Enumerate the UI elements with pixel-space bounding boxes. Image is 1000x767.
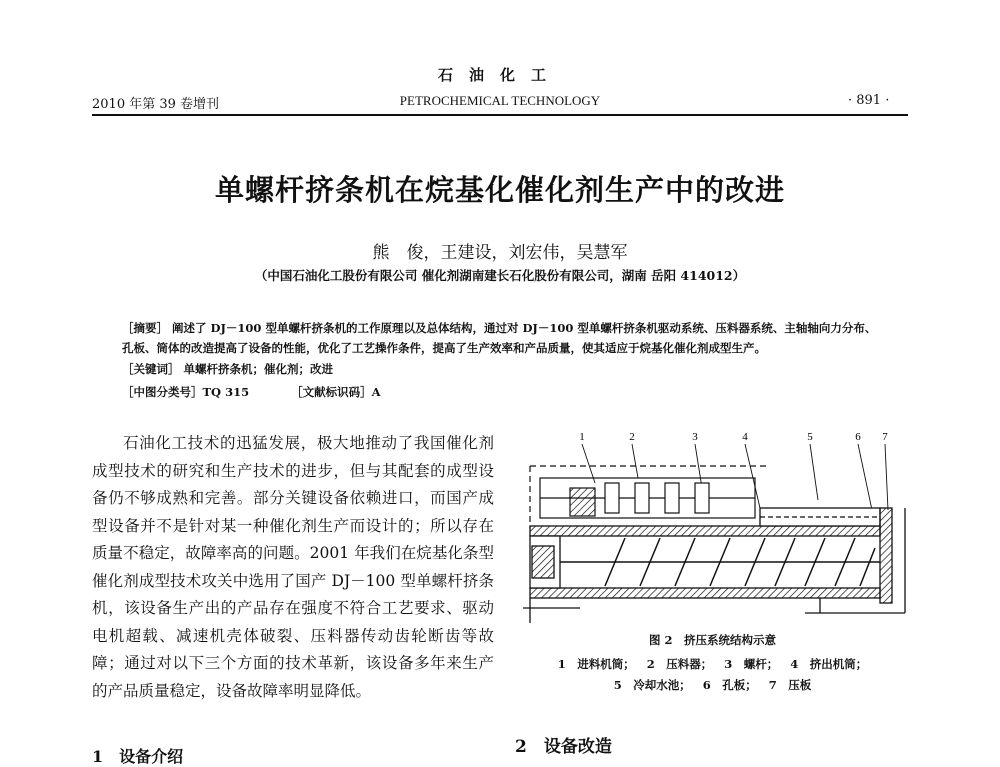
legend-item: 2 压料器； xyxy=(646,657,713,671)
keywords-text: 单螺杆挤条机；催化剂；改进 xyxy=(183,362,334,376)
part-number-5: 5 xyxy=(807,431,813,443)
legend-item: 3 螺杆； xyxy=(724,657,779,671)
clc-label: ［中图分类号］ xyxy=(122,385,203,399)
part-number-7: 7 xyxy=(882,431,888,443)
issue-info: 2010 年第 39 卷增刊 xyxy=(92,97,220,112)
page-number: · 891 · xyxy=(848,93,890,108)
authors: 熊 俊，王建设，刘宏伟，吴慧军 xyxy=(372,243,628,263)
abstract-text: 阐述了 DJ－100 型单螺杆挤条机的工作原理以及总体结构，通过对 DJ－100 型单螺杆挤条机驱动系统、压料器系统、主轴轴向力分布、孔板、筒体的改造提高了设备的性能，优化了工艺操作条件，提高了生产效率和产品质量，使其适应于烷基化催化剂成型生产。 xyxy=(122,321,877,355)
doc-group xyxy=(291,385,380,399)
keywords xyxy=(122,361,333,377)
figure-legend xyxy=(515,654,910,696)
leader-lines xyxy=(582,444,888,510)
body-column xyxy=(92,430,494,705)
classification xyxy=(122,384,419,400)
legend-item: 5 冷却水池； xyxy=(613,678,691,692)
keywords-label: ［关键词］ xyxy=(122,362,180,376)
section-heading-2: 2 设备改造 xyxy=(515,737,612,757)
part-number-4: 4 xyxy=(742,431,748,443)
legend-line-2 xyxy=(515,675,910,696)
journal-name-english: PETROCHEMICAL TECHNOLOGY xyxy=(399,93,601,108)
section-heading-1: 1 设备介绍 xyxy=(92,747,184,766)
affiliation: （中国石油化工股份有限公司 催化剂湖南建长石化股份有限公司，湖南 岳阳 414012） xyxy=(254,268,746,283)
article-title: 单螺杆挤条机在烷基化催化剂生产中的改进 xyxy=(214,173,785,207)
feed-hopper xyxy=(530,466,770,528)
legend-item: 7 压板 xyxy=(768,678,812,692)
extruder-barrel xyxy=(530,508,892,603)
doc-label: ［文献标识码］ xyxy=(291,385,372,399)
part-number-2: 2 xyxy=(629,431,635,443)
part-number-3: 3 xyxy=(692,431,698,443)
clc-value: TQ 315 xyxy=(202,385,250,399)
journal-name-chinese: 石油化工 xyxy=(437,66,562,84)
clc-group xyxy=(122,385,249,399)
screw-flights xyxy=(560,538,880,586)
legend-line-1 xyxy=(515,654,910,675)
body-paragraph: 石油化工技术的迅猛发展，极大地推动了我国催化剂成型技术的研究和生产技术的进步，但与其配套的成型设备仍不够成熟和完善。部分关键设备依赖进口，而国产成型设备并不是针对某一种催化剂生产而设计的；所以存在质量不稳定，故障率高的问题。2001 年我们在烷基化条型催化剂成型技术攻关中选用了国产 DJ－100 型单螺杆挤条机，该设备生产出的产品存在强度不符合工艺要求、驱动电机超载、减速机壳体破裂、压料器传动齿轮断齿等故障；通过对以下三个方面的技术革新，该设备多年来生产的产品质量稳定，设备故障率明显降低。 xyxy=(92,434,494,700)
extrusion-system-figure xyxy=(520,428,910,628)
abstract-label: ［摘要］ xyxy=(122,321,168,335)
part-number-6: 6 xyxy=(855,431,861,443)
header-rule xyxy=(92,114,908,116)
doc-value: A xyxy=(371,385,381,399)
part-number-1: 1 xyxy=(579,431,585,443)
legend-item: 6 孔板； xyxy=(702,678,757,692)
legend-item: 4 挤出机筒； xyxy=(790,657,868,671)
figure-caption: 图 2 挤压系统结构示意 xyxy=(648,633,776,647)
abstract xyxy=(122,318,887,358)
legend-item: 1 进料机筒； xyxy=(557,657,635,671)
